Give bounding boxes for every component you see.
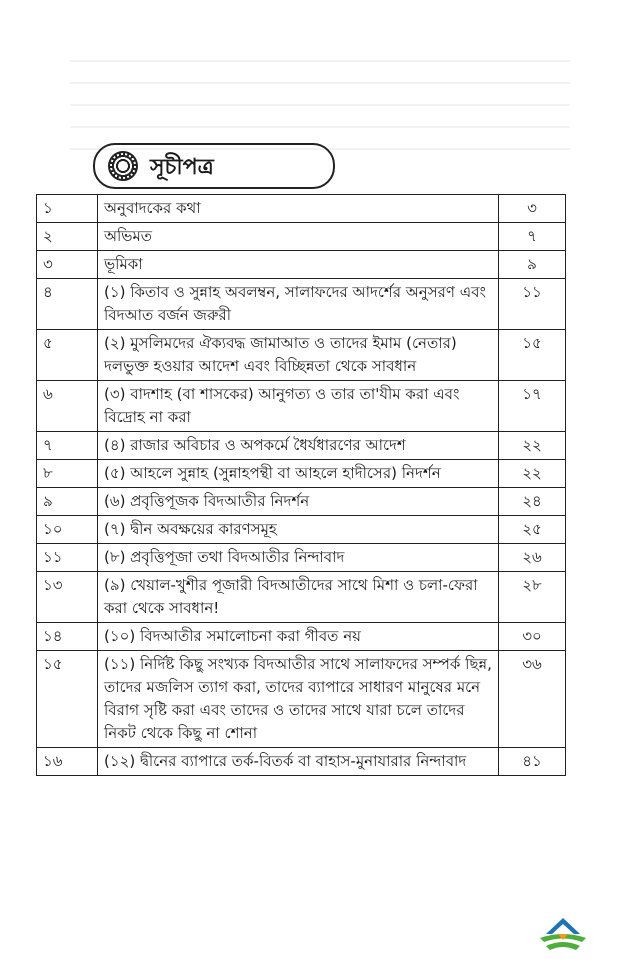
toc-row (37, 516, 566, 544)
toc-number: ১৪ (37, 623, 98, 651)
toc-title: অভিমত (98, 223, 499, 251)
toc-page: ৪১ (499, 748, 566, 776)
toc-row (37, 330, 566, 381)
toc-title: (৪) রাজার অবিচার ও অপকর্মে ধৈর্যধারণের আদেশ (98, 432, 499, 460)
toc-page: ১৫ (499, 330, 566, 381)
toc-number: ১৫ (37, 651, 98, 748)
toc-page: ২২ (499, 460, 566, 488)
toc-row (37, 623, 566, 651)
toc-number: ১০ (37, 516, 98, 544)
toc-number: ৩ (37, 251, 98, 279)
toc-row (37, 572, 566, 623)
ornament-emblem-icon (108, 151, 138, 181)
toc-page: ১৭ (499, 381, 566, 432)
toc-page: ২২ (499, 432, 566, 460)
toc-row (37, 223, 566, 251)
toc-title: (৫) আহলে সুন্নাহ (সুন্নাহপন্থী বা আহলে হাদীসের) নিদর্শন (98, 460, 499, 488)
toc-number: ৭ (37, 432, 98, 460)
toc-page: ১১ (499, 279, 566, 330)
toc-page: ২৬ (499, 544, 566, 572)
page-title: সূচীপত্র (150, 155, 214, 180)
toc-page: ২৫ (499, 516, 566, 544)
toc-title: (৩) বাদশাহ (বা শাসকের) আনুগত্য ও তার তা'যীম করা এবং বিদ্রোহ না করা (98, 381, 499, 432)
toc-row (37, 432, 566, 460)
toc-page: ৩৬ (499, 651, 566, 748)
toc-title: (১২) দ্বীনের ব্যাপারে তর্ক-বিতর্ক বা বাহাস-মুনাযারার নিন্দাবাদ (98, 748, 499, 776)
toc-number: ১ (37, 195, 98, 223)
toc-title: (৭) দ্বীন অবক্ষয়ের কারণসমূহ (98, 516, 499, 544)
toc-title: (২) মুসলিমদের ঐক্যবদ্ধ জামাআত ও তাদের ইমাম (নেতার) দলভুক্ত হওয়ার আদেশ এবং বিচ্ছিন্নতা থেকে সাবধান (98, 330, 499, 381)
toc-number: ১৬ (37, 748, 98, 776)
table-of-contents (36, 194, 566, 776)
toc-row (37, 544, 566, 572)
toc-page: ৩ (499, 195, 566, 223)
toc-title: (১০) বিদআতীর সমালোচনা করা গীবত নয় (98, 623, 499, 651)
toc-row (37, 381, 566, 432)
toc-title: (৮) প্রবৃত্তিপূজা তথা বিদআতীর নিন্দাবাদ (98, 544, 499, 572)
toc-page: ২৮ (499, 572, 566, 623)
toc-page: ৯ (499, 251, 566, 279)
toc-row (37, 251, 566, 279)
bleed-through-text (70, 40, 570, 150)
toc-number: ৮ (37, 460, 98, 488)
toc-number: ৬ (37, 381, 98, 432)
toc-row (37, 748, 566, 776)
toc-title: (৯) খেয়াল-খুশীর পূজারী বিদআতীদের সাথে মিশা ও চলা-ফেরা করা থেকে সাবধান! (98, 572, 499, 623)
toc-number: ৯ (37, 488, 98, 516)
toc-title: অনুবাদকের কথা (98, 195, 499, 223)
toc-row (37, 488, 566, 516)
toc-title: (৬) প্রবৃত্তিপূজক বিদআতীর নিদর্শন (98, 488, 499, 516)
toc-row (37, 195, 566, 223)
toc-page: ৭ (499, 223, 566, 251)
toc-number: ৫ (37, 330, 98, 381)
toc-page: ৩০ (499, 623, 566, 651)
toc-title: (১) কিতাব ও সুন্নাহ অবলম্বন, সালাফদের আদর্শের অনুসরণ এবং বিদআত বর্জন জরুরী (98, 279, 499, 330)
toc-row (37, 651, 566, 748)
toc-page: ২৪ (499, 488, 566, 516)
toc-title: (১১) নির্দিষ্ট কিছু সংখ্যক বিদআতীর সাথে সালাফদের সম্পর্ক ছিন্ন, তাদের মজলিস ত্যাগ করা, তাদের ব্যাপারে সাধারণ মানুষের মনে বিরাগ সৃষ্টি করা এবং তাদের ও তাদের সাথে যারা চলে তাদের নিকট থেকে কিছু না শোনা (98, 651, 499, 748)
toc-number: ১৩ (37, 572, 98, 623)
toc-row (37, 460, 566, 488)
publisher-logo-icon (536, 916, 590, 956)
toc-number: ৪ (37, 279, 98, 330)
toc-number: ২ (37, 223, 98, 251)
toc-number: ১১ (37, 544, 98, 572)
toc-row (37, 279, 566, 330)
toc-title: ভূমিকা (98, 251, 499, 279)
